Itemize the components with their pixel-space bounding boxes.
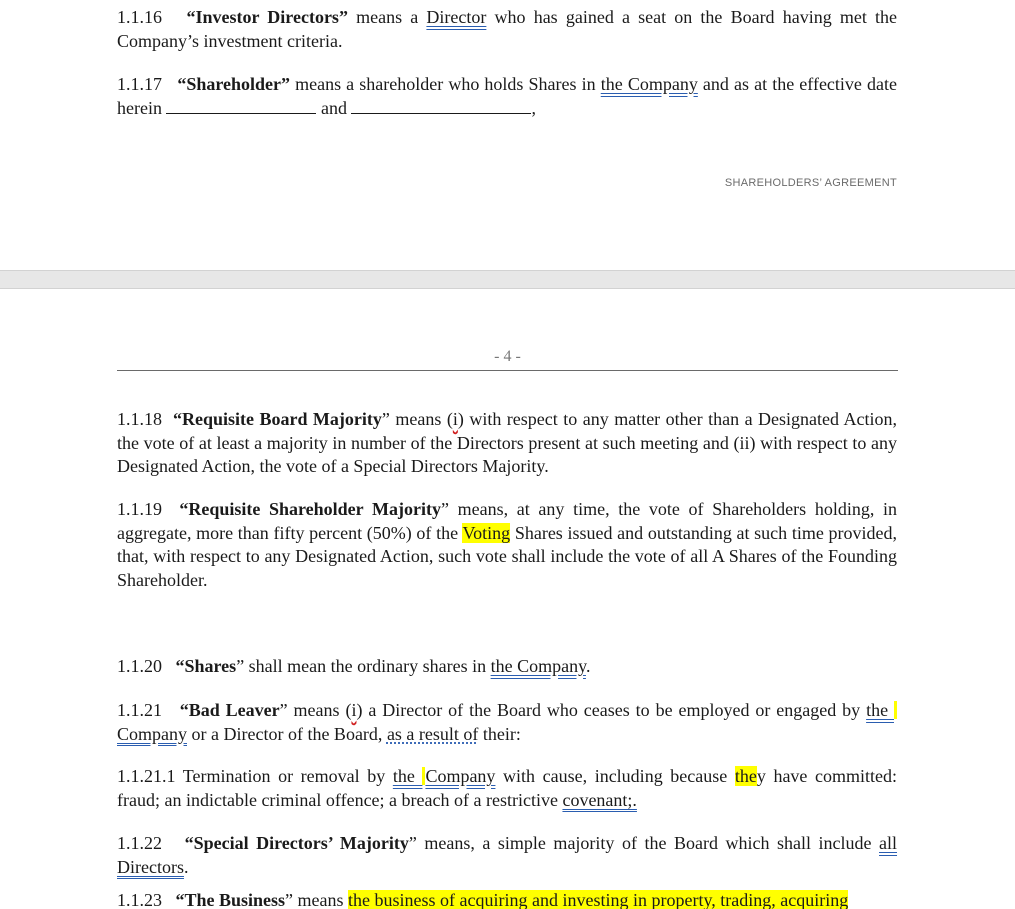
style-flag-as-a-result-of[interactable]: as a result of: [386, 723, 479, 744]
document-page-4: [0, 289, 1015, 909]
clause-1-1-20: [117, 655, 897, 679]
link-text: the: [866, 700, 894, 720]
clause-1-1-19: [117, 498, 897, 592]
clause-text: Shares issued and outstanding at such time provided, that, with respect to any Designated Action, such vote shall include the vote of all A Shares of the Founding Shareholder.: [117, 522, 897, 590]
grammar-flag-the-company[interactable]: the Company: [490, 656, 586, 676]
clause-text: Termination or removal by: [175, 766, 393, 786]
defined-term: “Special Directors’ Majority: [184, 833, 409, 853]
clause-text: with cause, including because: [495, 766, 735, 786]
link-text: Company: [425, 766, 496, 786]
clause-number: 1.1.21: [117, 700, 162, 720]
clause-number: 1.1.23: [117, 890, 162, 909]
clause-1-1-18: [117, 408, 897, 479]
highlight-business-definition: the business of acquiring and investing in property, trading, acquiring: [348, 890, 849, 909]
clause-text: and as at the effective date herein: [117, 74, 897, 118]
defined-term: “Shareholder”: [177, 74, 290, 94]
clause-number: 1.1.22: [117, 833, 162, 853]
header-rule: [117, 370, 898, 371]
highlight-marker: [894, 701, 897, 719]
clause-text: ) a Director of the Board who ceases to be employed or engaged by: [356, 700, 867, 720]
clause-number: 1.1.21.1: [117, 766, 176, 786]
clause-text: ” means, at any time, the vote of Shareholders holding, in aggregate, more than fifty percent (50%) of the: [117, 499, 897, 543]
defined-term: “Investor Directors”: [186, 7, 348, 27]
signature-blank-1[interactable]: [166, 99, 316, 114]
clause-text: their:: [478, 723, 521, 744]
clause-text: ” means (: [381, 409, 453, 429]
signature-blank-2[interactable]: [351, 99, 531, 114]
clause-text: y have committed: fraud; an indictable criminal offence; a breach of a restrictive: [117, 766, 897, 810]
highlight-voting: Voting: [462, 522, 511, 543]
clause-1-1-16: [117, 6, 897, 53]
clause-text: .: [585, 656, 591, 676]
clause-number: 1.1.19: [117, 499, 162, 519]
link-text: Company: [117, 723, 187, 744]
defined-term: “The Business: [175, 890, 286, 909]
clause-text: who has gained a seat on the Board having met the Company’s investment criteria.: [117, 7, 898, 51]
clause-text: ” means (: [279, 700, 352, 720]
grammar-flag-the-company[interactable]: [393, 766, 496, 786]
clause-1-1-22: [117, 832, 897, 879]
grammar-flag-covenant[interactable]: covenant;.: [562, 789, 637, 810]
clause-text: ,: [531, 97, 536, 118]
defined-term: “Shares: [175, 656, 237, 676]
grammar-flag-all-directors[interactable]: all Directors: [117, 833, 898, 877]
grammar-flag-director[interactable]: Director: [426, 7, 487, 27]
clause-text: ) with respect to any matter other than a Designated Action, the vote of at least a majority in number of the Directors present at such meeting and (ii) with respect to any Designated Action, the vote of a Special Directors Majority.: [117, 409, 898, 476]
highlight-the: the: [734, 766, 757, 786]
defined-term: “Requisite Board Majority: [172, 409, 382, 429]
defined-term: “Bad Leaver: [179, 700, 280, 720]
page-break-gap: [0, 270, 1015, 289]
clause-1-1-21-1: [117, 765, 897, 812]
clause-number: 1.1.18: [117, 409, 162, 429]
clause-1-1-23-partial: [117, 889, 1015, 909]
document-page-3: [0, 0, 1015, 270]
clause-text: means a shareholder who holds Shares in: [290, 74, 601, 94]
clause-number: 1.1.17: [117, 74, 162, 94]
clause-text: or a Director of the Board,: [187, 723, 387, 744]
clause-text: ” shall mean the ordinary shares in: [236, 656, 491, 676]
page-number: - 4 -: [494, 348, 521, 365]
clause-text: .: [183, 856, 189, 877]
defined-term: “Requisite Shareholder Majority: [179, 499, 441, 519]
clause-1-1-17: [117, 73, 897, 120]
clause-text: and: [316, 97, 352, 118]
clause-1-1-21: [117, 699, 897, 746]
spelling-flag-i[interactable]: i: [452, 409, 458, 429]
page-footer-label: SHAREHOLDERS’ AGREEMENT: [724, 177, 897, 189]
link-text: the: [392, 766, 423, 786]
clause-text: ” means, a simple majority of the Board which shall include: [408, 833, 880, 853]
clause-text: ” means: [285, 890, 349, 909]
clause-number: 1.1.16: [117, 7, 162, 27]
clause-text: means a: [347, 7, 427, 27]
grammar-flag-the-company[interactable]: the Company: [600, 74, 698, 94]
spelling-flag-i[interactable]: i: [351, 700, 357, 720]
clause-number: 1.1.20: [117, 656, 162, 676]
